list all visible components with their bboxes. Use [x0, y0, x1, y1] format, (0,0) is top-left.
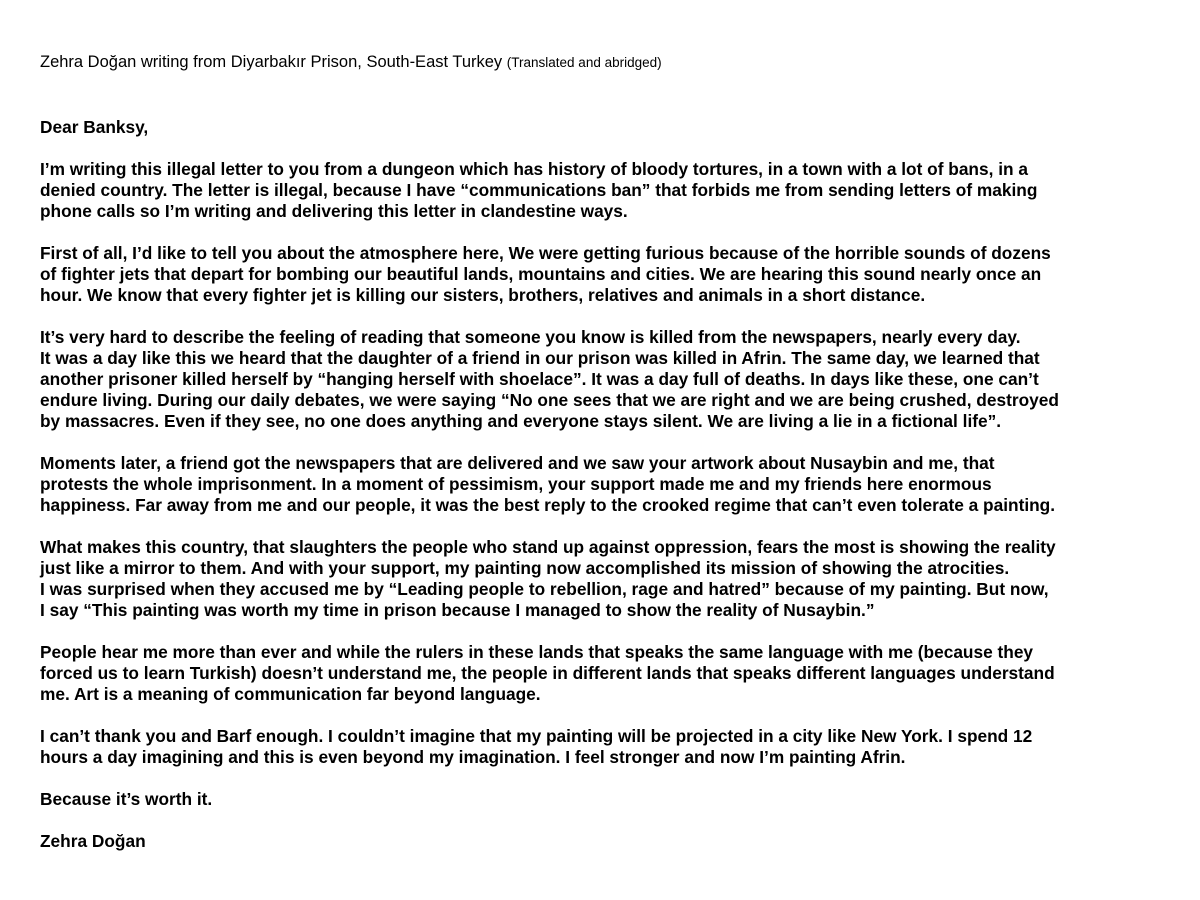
salutation: [40, 117, 1180, 138]
paragraph-line: of fighter jets that depart for bombing our beautiful lands, mountains and cities. We are hearing this sound nearly once an: [40, 264, 1042, 284]
letter-page: [40, 52, 1180, 873]
closing: [40, 789, 1180, 810]
paragraph-line: I’m writing this illegal letter to you from a dungeon which has history of bloody tortures, in a town with a lot of bans, in a: [40, 159, 1028, 179]
paragraph-line: denied country. The letter is illegal, because I have “communications ban” that forbids me from sending letters of making: [40, 180, 1038, 200]
paragraph-3: [40, 327, 1180, 432]
header-note: (Translated and abridged): [506, 55, 662, 70]
paragraph-line: just like a mirror to them. And with your support, my painting now accomplished its mission of showing the atrocities.: [40, 558, 1010, 578]
paragraph-line: by massacres. Even if they see, no one does anything and everyone stays silent. We are living a lie in a fictional life”.: [40, 411, 1002, 431]
paragraph-line: I say “This painting was worth my time in prison because I managed to show the reality of Nusaybin.”: [40, 600, 875, 620]
paragraph-line: hours a day imagining and this is even beyond my imagination. I feel stronger and now I’m painting Afrin.: [40, 747, 906, 767]
paragraph-line: First of all, I’d like to tell you about the atmosphere here, We were getting furious because of the horrible sounds of dozens: [40, 243, 1051, 263]
signature: [40, 831, 1180, 852]
paragraph-6: [40, 642, 1180, 705]
paragraph-line: I can’t thank you and Barf enough. I couldn’t imagine that my painting will be projected in a city like New York. I spend 12: [40, 726, 1033, 746]
paragraph-line: forced us to learn Turkish) doesn’t understand me, the people in different lands that speaks different languages understand: [40, 663, 1055, 683]
paragraph-line: me. Art is a meaning of communication far beyond language.: [40, 684, 541, 704]
header-title: Zehra Doğan writing from Diyarbakır Prison, South-East Turkey: [40, 53, 503, 71]
paragraph-line: endure living. During our daily debates, we were saying “No one sees that we are right and we are being crushed, destroyed: [40, 390, 1059, 410]
paragraph-line: It’s very hard to describe the feeling of reading that someone you know is killed from the newspapers, nearly every day.: [40, 327, 1021, 347]
paragraph-7: [40, 726, 1180, 768]
paragraph-line: Moments later, a friend got the newspapers that are delivered and we saw your artwork about Nusaybin and me, that: [40, 453, 995, 473]
paragraph-line: protests the whole imprisonment. In a moment of pessimism, your support made me and my friends here enormous: [40, 474, 992, 494]
signature-name: Zehra Doğan: [40, 831, 146, 851]
paragraph-line: What makes this country, that slaughters the people who stand up against oppression, fears the most is showing the reality: [40, 537, 1056, 557]
paragraph-1: [40, 159, 1180, 222]
paragraph-line: hour. We know that every fighter jet is killing our sisters, brothers, relatives and animals in a short distance.: [40, 285, 926, 305]
paragraph-line: It was a day like this we heard that the daughter of a friend in our prison was killed in Afrin. The same day, we learned that: [40, 348, 1040, 368]
paragraph-line: happiness. Far away from me and our people, it was the best reply to the crooked regime that can’t even tolerate a painting.: [40, 495, 1056, 515]
paragraph-4: [40, 453, 1180, 516]
salutation-line: Dear Banksy,: [40, 117, 149, 137]
closing-line: Because it’s worth it.: [40, 789, 213, 809]
paragraph-line: phone calls so I’m writing and delivering this letter in clandestine ways.: [40, 201, 628, 221]
paragraph-line: I was surprised when they accused me by “Leading people to rebellion, rage and hatred” because of my painting. But now,: [40, 579, 1049, 599]
letter-body: [40, 117, 1180, 852]
paragraph-line: another prisoner killed herself by “hanging herself with shoelace”. It was a day full of deaths. In days like these, one can’t: [40, 369, 1039, 389]
paragraph-5: [40, 537, 1180, 621]
paragraph-2: [40, 243, 1180, 306]
letter-header: [40, 52, 1180, 73]
paragraph-line: People hear me more than ever and while the rulers in these lands that speaks the same language with me (because they: [40, 642, 1034, 662]
